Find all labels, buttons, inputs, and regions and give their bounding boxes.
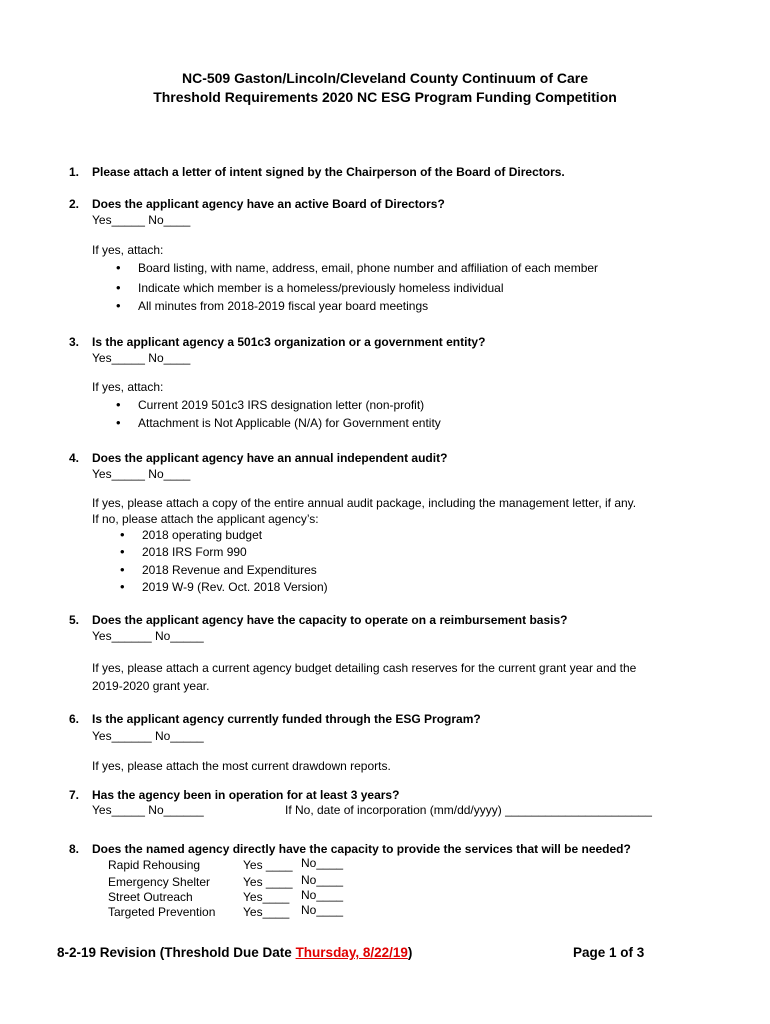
service-no-street-outreach[interactable]: No____ (301, 888, 344, 902)
item-4-text-no: If no, please attach the applicant agency’s: (92, 512, 319, 526)
item-7-question: Has the agency been in operation for at least 3 years? (92, 788, 400, 802)
item-2-number: 2. (69, 197, 80, 211)
item-5-text-line2: 2019-2020 grant year. (92, 679, 210, 693)
item-2-yes-no[interactable]: Yes_____ No____ (92, 213, 191, 227)
item-2-bullet: • Board listing, with name, address, email, phone number and affiliation of each member (138, 261, 598, 275)
item-2-question: Does the applicant agency have an active Board of Directors? (92, 197, 445, 211)
item-5-text-line1: If yes, please attach a current agency budget detailing cash reserves for the current grant year and the (92, 661, 637, 675)
item-3-question: Is the applicant agency a 501c3 organization or a government entity? (92, 335, 486, 349)
item-2-bullet: • Indicate which member is a homeless/previously homeless individual (138, 281, 504, 295)
service-yes-emergency-shelter[interactable]: Yes ____ (243, 875, 293, 889)
item-3-bullet: • Attachment is Not Applicable (N/A) for Government entity (138, 416, 441, 430)
item-4-question: Does the applicant agency have an annual independent audit? (92, 451, 448, 465)
footer-revision (57, 945, 412, 960)
service-yes-targeted-prevention[interactable]: Yes____ (243, 905, 290, 919)
item-5-yes-no[interactable]: Yes______ No_____ (92, 629, 204, 643)
service-no-emergency-shelter[interactable]: No____ (301, 873, 344, 887)
service-no-rapid-rehousing[interactable]: No____ (301, 856, 344, 870)
item-2-bullet: • All minutes from 2018-2019 fiscal year board meetings (138, 299, 428, 313)
footer-revision-suffix: ) (407, 945, 413, 960)
item-3-number: 3. (69, 335, 80, 349)
document-title-line2: Threshold Requirements 2020 NC ESG Program Funding Competition (153, 89, 617, 105)
service-label-targeted-prevention: Targeted Prevention (108, 905, 216, 919)
item-2-attach-label: If yes, attach: (92, 243, 164, 257)
item-8-number: 8. (69, 842, 80, 856)
item-3-yes-no[interactable]: Yes_____ No____ (92, 351, 191, 365)
item-4-text-yes: If yes, please attach a copy of the entire annual audit package, including the management letter, if any. (92, 496, 637, 510)
item-5-question: Does the applicant agency have the capacity to operate on a reimbursement basis? (92, 613, 568, 627)
item-5-number: 5. (69, 613, 80, 627)
item-6-yes-no[interactable]: Yes______ No_____ (92, 729, 204, 743)
item-4-bullet: • 2019 W-9 (Rev. Oct. 2018 Version) (142, 580, 328, 594)
item-1-number: 1. (69, 165, 80, 179)
item-4-bullet: • 2018 operating budget (142, 528, 262, 542)
item-7-number: 7. (69, 788, 80, 802)
item-3-bullet: • Current 2019 501c3 IRS designation letter (non-profit) (138, 398, 424, 412)
service-label-rapid-rehousing: Rapid Rehousing (108, 858, 201, 872)
footer-revision-prefix: 8-2-19 Revision (Threshold Due Date (57, 945, 296, 960)
item-6-number: 6. (69, 712, 80, 726)
service-no-targeted-prevention[interactable]: No____ (301, 903, 344, 917)
service-yes-rapid-rehousing[interactable]: Yes ____ (243, 858, 293, 872)
item-4-bullet: • 2018 Revenue and Expenditures (142, 563, 317, 577)
item-6-question: Is the applicant agency currently funded through the ESG Program? (92, 712, 481, 726)
item-4-yes-no[interactable]: Yes_____ No____ (92, 467, 191, 481)
item-7-incorporation-date[interactable]: If No, date of incorporation (mm/dd/yyyy) ______________________ (285, 803, 652, 817)
item-6-text: If yes, please attach the most current drawdown reports. (92, 759, 391, 773)
service-yes-street-outreach[interactable]: Yes____ (243, 890, 290, 904)
item-3-attach-label: If yes, attach: (92, 380, 164, 394)
item-8-question: Does the named agency directly have the capacity to provide the services that will be needed? (92, 842, 631, 856)
service-label-emergency-shelter: Emergency Shelter (108, 875, 211, 889)
footer-page-number: Page 1 of 3 (573, 945, 645, 960)
service-label-street-outreach: Street Outreach (108, 890, 193, 904)
document-title-line1: NC-509 Gaston/Lincoln/Cleveland County Continuum of Care (181, 70, 589, 86)
item-1-question: Please attach a letter of intent signed by the Chairperson of the Board of Directors. (92, 165, 565, 179)
item-4-number: 4. (69, 451, 80, 465)
item-7-yes-no[interactable]: Yes_____ No______ (92, 803, 204, 817)
item-4-bullet: • 2018 IRS Form 990 (142, 545, 247, 559)
footer-due-date: Thursday, 8/22/19 (295, 945, 408, 960)
